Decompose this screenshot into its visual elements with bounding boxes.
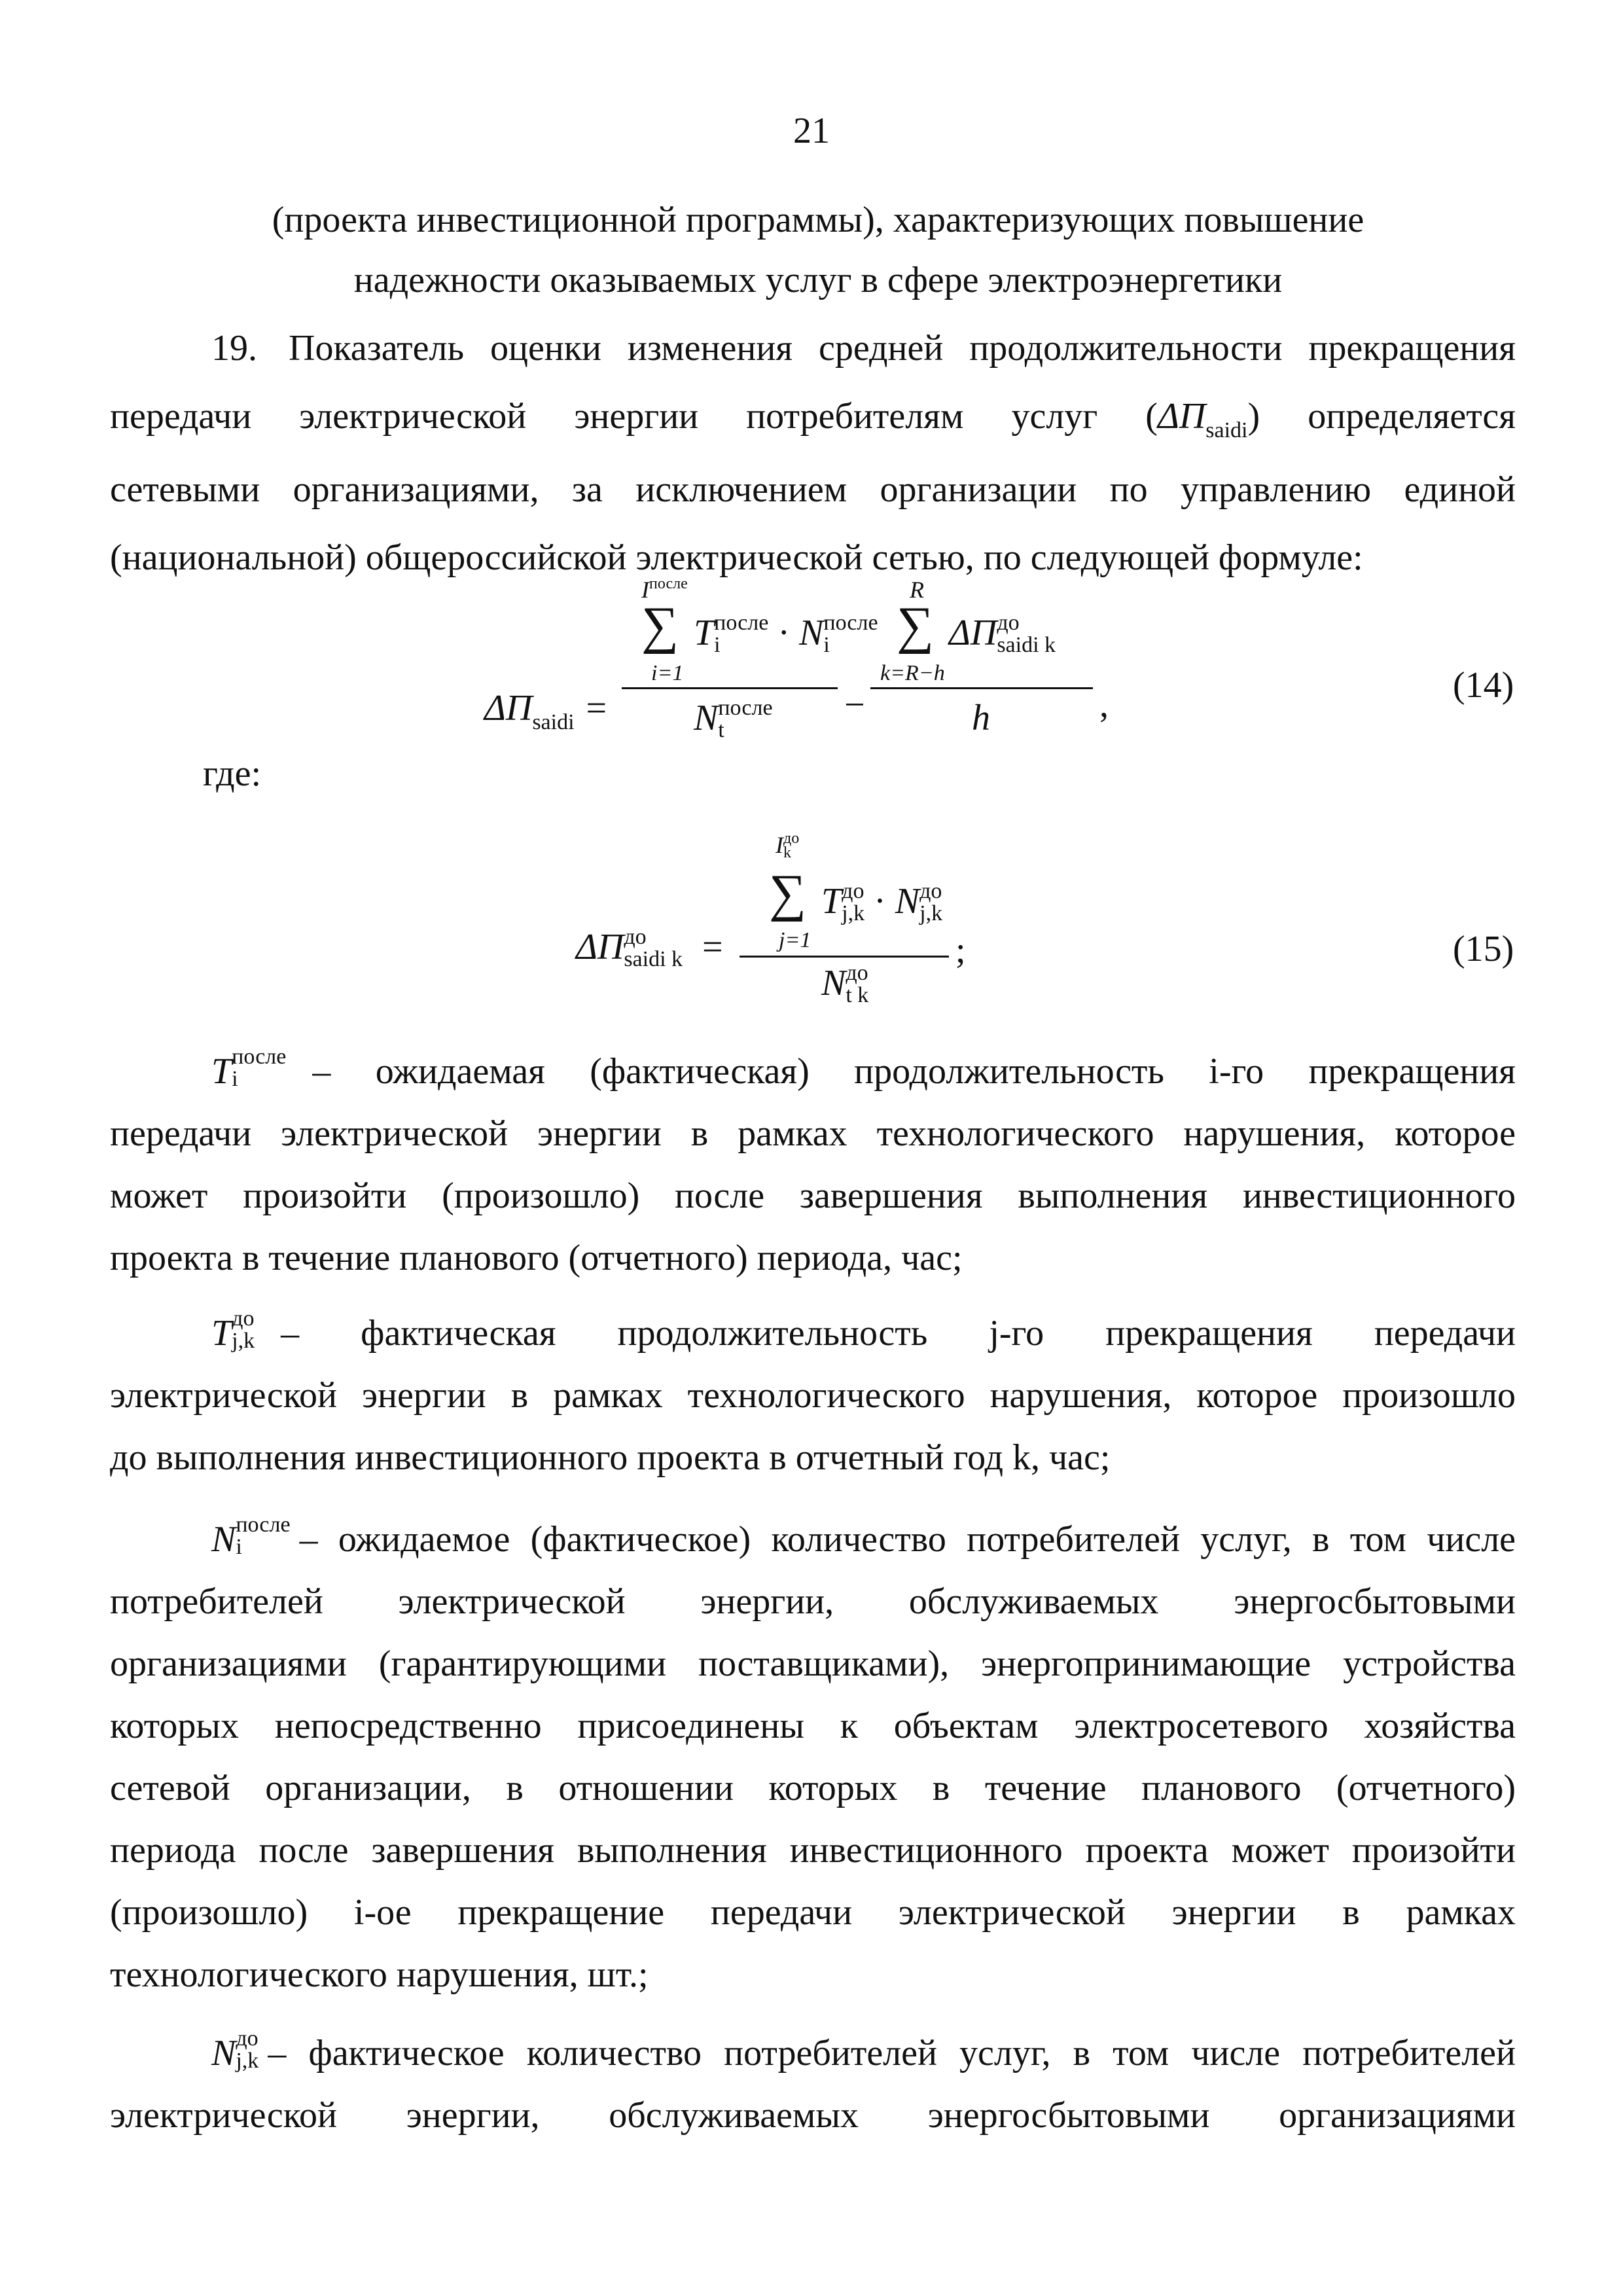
paragraph-19-line-3: сетевыми организациями, за исключением организации по управлению единой [110, 469, 1516, 510]
fraction-denominator: Nдо t k [821, 961, 869, 1007]
definition-1-line-2: передачи электрической энергии в рамках технологического нарушения, которое [110, 1113, 1516, 1154]
definition-1-line-1: Tпосле i – ожидаемая (фактическая) продолжительность i-го прекращения [211, 1045, 1516, 1092]
paragraph-19-text-2b: ) определяется [1247, 396, 1516, 437]
definition-3-line-4: которых непосредственно присоединены к объектам электросетевого хозяйства [110, 1706, 1516, 1746]
equation-number-15: (15) [1453, 929, 1514, 969]
page-number: 21 [793, 111, 830, 151]
formula-15-fraction [740, 831, 949, 1021]
sum2-lower-limit: k=R−h [880, 661, 945, 685]
minus-sign: − [844, 685, 865, 725]
definition-T-before [110, 1302, 1516, 1489]
formula-14 [471, 576, 1191, 746]
definition-3-line-8: технологического нарушения, шт.; [110, 1954, 649, 1995]
definition-3-line-6: периода после завершения выполнения инвестиционного проекта может произойти [110, 1830, 1516, 1871]
sum-term: Tдо j,k · Nдо j,k [821, 879, 943, 925]
heading-line-2: надежности оказываемых услуг в сфере электроэнергетики [353, 260, 1283, 300]
definition-3-line-3: организациями (гарантирующими поставщиками), энергопринимающие устройства [110, 1643, 1516, 1684]
sum1-term: Tпосле i · Nпосле i [694, 611, 878, 657]
formula-15-lhs: ΔПдо saidi k = [576, 925, 723, 971]
definition-3-line-2: потребителей электрической энергии, обслуживаемых энергосбытовыми [110, 1581, 1516, 1622]
definition-3-line-1: Nпосле i – ожидаемое (фактическое) количество потребителей услуг, в том числе [211, 1513, 1516, 1560]
formula-15-semicolon: ; [955, 930, 966, 971]
delta-p-saidi-symbol: ΔП [1157, 396, 1206, 437]
fraction-1-denominator: Nпосле t [694, 696, 773, 742]
saidi-subscript: saidi [1205, 418, 1248, 442]
formula-14-fraction-2 [870, 576, 1093, 746]
fraction-1-bar [622, 687, 838, 689]
formula-14-fraction-1 [622, 575, 878, 746]
definition-N-after [110, 1509, 1516, 2006]
definition-3-line-5: сетевой организации, в отношении которых в течение планового (отчетного) [110, 1768, 1516, 1808]
definition-1-line-3: может произойти (произошло) после завершения выполнения инвестиционного [110, 1175, 1516, 1216]
sum1-lower-limit: i=1 [651, 661, 684, 685]
definition-2-line-1: Tдо j,k – фактическая продолжительность j-го прекращения передачи [211, 1306, 1516, 1354]
item-number: 19. [211, 328, 257, 368]
formula-14-comma: , [1099, 685, 1109, 725]
definition-2-line-3: до выполнения инвестиционного проекта в отчетный год k, час; [110, 1437, 1111, 1478]
definition-1-line-4: проекта в течение планового (отчетного) периода, час; [110, 1238, 963, 1278]
sum1-sigma-icon: ∑ [641, 597, 679, 655]
definition-2-line-2: электрической энергии в рамках технологического нарушения, которое произошло [110, 1375, 1516, 1416]
sum-sigma-icon: ∑ [769, 865, 807, 922]
sum-upper-limit: Iдо k [776, 830, 800, 861]
formula-14-lhs: $\Delta П_{saidi}$ = [484, 688, 607, 734]
sum2-upper-limit: R [910, 577, 924, 603]
where-label: где: [203, 753, 262, 794]
heading-line-1: (проекта инвестиционной программы), характеризующих повышение [272, 200, 1364, 240]
definition-4-line-1: Nдо j,k – фактическое количество потребителей услуг, в том числе потребителей [211, 2026, 1516, 2073]
paragraph-19-line-4: (национальной) общероссийской электрической сетью, по следующей формуле: [110, 537, 1363, 578]
paragraph-19 [110, 314, 1516, 592]
definition-4-line-2: электрической энергии, обслуживаемых энергосбытовыми организациями [110, 2095, 1516, 2136]
definition-T-after [110, 1041, 1516, 1289]
definition-N-before [110, 2022, 1516, 2147]
sum2-sigma-icon: ∑ [897, 597, 935, 655]
formula-15 [576, 831, 1034, 1021]
sum1-upper-limit: $I^{после}$ [641, 575, 688, 603]
paragraph-19-line-2 [110, 382, 1516, 456]
sum-lower-limit: j=1 [779, 928, 812, 952]
equation-number-14: (14) [1453, 665, 1514, 706]
fraction-2-bar [870, 687, 1093, 689]
section-heading [196, 190, 1440, 310]
paragraph-19-text-2a: передачи электрической энергии потребителям услуг ( [110, 396, 1158, 437]
paragraph-19-line-1 [110, 314, 1516, 382]
definition-3-line-7: (произошло) i-ое прекращение передачи электрической энергии в рамках [110, 1892, 1516, 1933]
sum2-term: ΔПдо saidi k [949, 611, 1056, 657]
fraction-bar [740, 956, 949, 958]
paragraph-19-text-1: Показатель оценки изменения средней продолжительности прекращения [289, 328, 1516, 368]
fraction-2-denominator: h [972, 698, 990, 738]
